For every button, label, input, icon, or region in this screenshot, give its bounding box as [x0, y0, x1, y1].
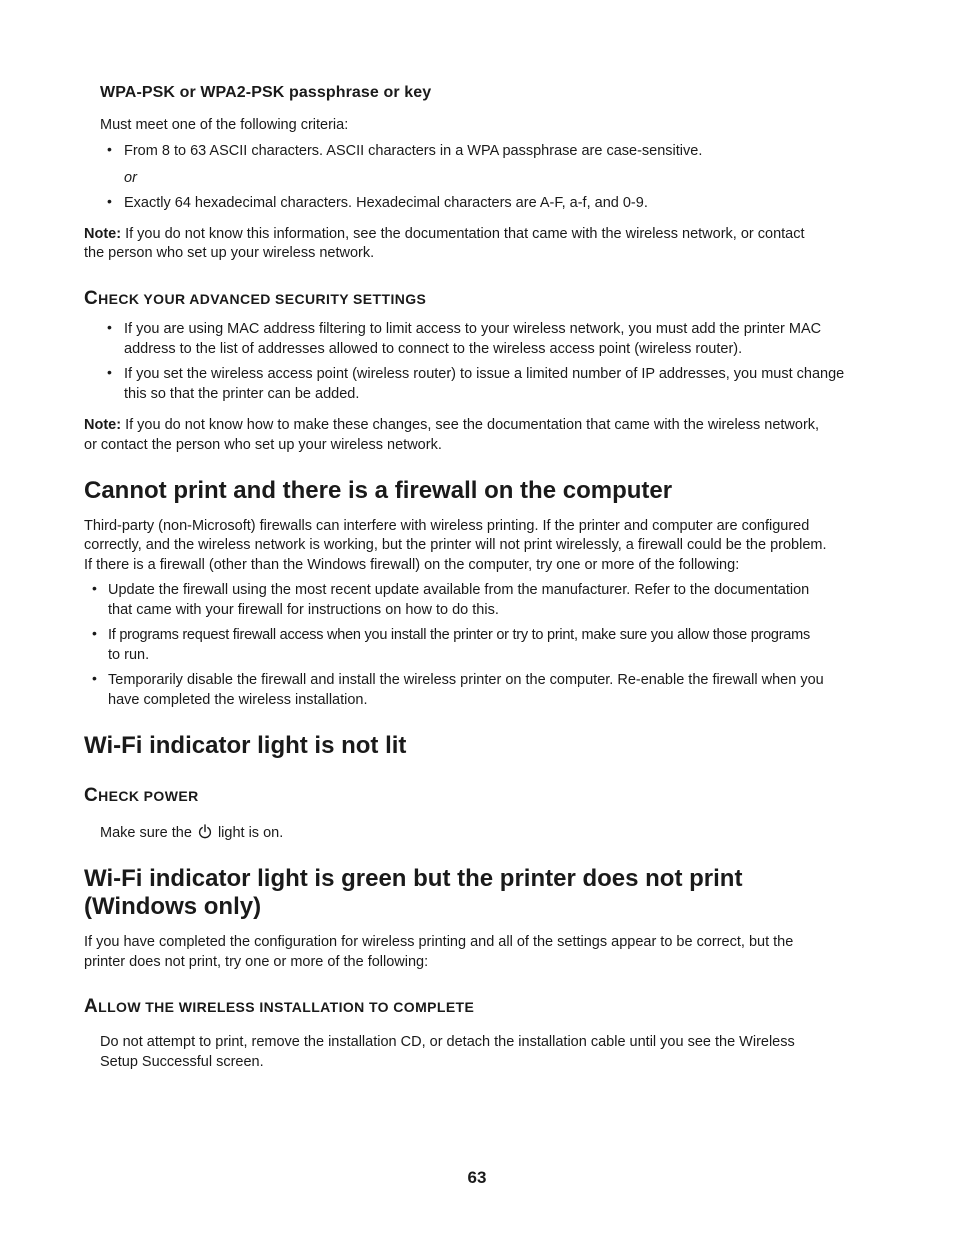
bullet-marker: • — [107, 141, 112, 157]
power-text-after: light is on. — [213, 825, 284, 841]
bullet-marker: • — [107, 319, 112, 335]
advanced-note-line-2: or contact the person who set up your wireless network. — [84, 437, 442, 453]
allow-installation-heading — [84, 996, 474, 1018]
bullet-marker: • — [92, 625, 97, 641]
check-power-heading — [84, 785, 199, 807]
allow-installation-line-2: Setup Successful screen. — [100, 1054, 264, 1070]
firewall-para-line-3: If there is a firewall (other than the Windows firewall) on the computer, try one or more of the following: — [84, 557, 740, 573]
bullet-marker: • — [92, 580, 97, 596]
advanced-security-heading — [84, 288, 426, 310]
advanced-note-text: If you do not know how to make these changes, see the documentation that came with the wireless network, — [121, 417, 820, 433]
wpa-note-line-1 — [84, 224, 805, 244]
wpa-intro: Must meet one of the following criteria: — [100, 117, 349, 133]
heading-rest: HECK YOUR ADVANCED SECURITY SETTINGS — [98, 291, 427, 307]
wpa-note-line-2: the person who set up your wireless network. — [84, 245, 375, 261]
firewall-para-line-1: Third-party (non-Microsoft) firewalls can interfere with wireless printing. If the printer and computer are configured — [84, 518, 810, 534]
firewall-bullet-1-line-1: Update the firewall using the most recent update available from the manufacturer. Refer to the documentation — [108, 582, 810, 598]
allow-installation-line-1: Do not attempt to print, remove the installation CD, or detach the installation cable until you see the Wireless — [100, 1034, 795, 1050]
wpa-bullet-2: Exactly 64 hexadecimal characters. Hexadecimal characters are A-F, a-f, and 0-9. — [124, 195, 648, 211]
wifi-green-para-line-2: printer does not print, try one or more of the following: — [84, 954, 429, 970]
firewall-para-line-2: correctly, and the wireless network is working, but the printer will not print wirelessly, a firewall could be the problem. — [84, 537, 827, 553]
wifi-not-lit-heading: Wi-Fi indicator light is not lit — [84, 732, 407, 759]
bullet-marker: • — [92, 670, 97, 686]
heading-rest: HECK POWER — [98, 788, 199, 804]
power-text-before: Make sure the — [100, 825, 196, 841]
bullet-marker: • — [107, 364, 112, 380]
check-power-text — [100, 823, 283, 845]
wpa-bullet-1: From 8 to 63 ASCII characters. ASCII characters in a WPA passphrase are case-sensitive. — [124, 143, 703, 159]
wifi-green-heading-line-2: (Windows only) — [84, 893, 262, 920]
advanced-bullet-1-line-2: address to the list of addresses allowed to connect to the wireless access point (wireless router). — [124, 341, 743, 357]
heading-initial: A — [84, 996, 99, 1017]
note-label: Note: — [84, 417, 122, 433]
bullet-marker: • — [107, 193, 112, 209]
power-icon — [198, 824, 212, 845]
wifi-green-heading-line-1: Wi-Fi indicator light is green but the printer does not print — [84, 865, 743, 892]
note-label: Note: — [84, 226, 122, 242]
wpa-heading: WPA-PSK or WPA2-PSK passphrase or key — [100, 84, 432, 101]
firewall-bullet-3-line-1: Temporarily disable the firewall and install the wireless printer on the computer. Re-enable the firewall when you — [108, 672, 824, 688]
wpa-note-text: If you do not know this information, see the documentation that came with the wireless network, or contact — [121, 226, 805, 242]
advanced-bullet-1-line-1: If you are using MAC address filtering to limit access to your wireless network, you must add the printer MAC — [124, 321, 822, 337]
heading-initial: C — [84, 785, 99, 806]
firewall-bullet-2-line-2: to run. — [108, 647, 150, 663]
advanced-note-line-1 — [84, 415, 819, 435]
advanced-bullet-2-line-2: this so that the printer can be added. — [124, 386, 360, 402]
page-number: 63 — [467, 1168, 487, 1187]
wifi-green-para-line-1: If you have completed the configuration for wireless printing and all of the settings appear to be correct, but the — [84, 934, 794, 950]
firewall-bullet-2-line-1: If programs request firewall access when you install the printer or try to print, make sure you allow those programs — [108, 627, 810, 643]
firewall-bullet-3-line-2: have completed the wireless installation. — [108, 692, 368, 708]
wpa-or: or — [124, 170, 137, 186]
firewall-heading: Cannot print and there is a firewall on the computer — [84, 477, 673, 504]
heading-rest: LLOW THE WIRELESS INSTALLATION TO COMPLETE — [98, 999, 475, 1015]
advanced-bullet-2-line-1: If you set the wireless access point (wireless router) to issue a limited number of IP addresses, you must change — [124, 366, 845, 382]
firewall-bullet-1-line-2: that came with your firewall for instructions on how to do this. — [108, 602, 499, 618]
heading-initial: C — [84, 288, 99, 309]
